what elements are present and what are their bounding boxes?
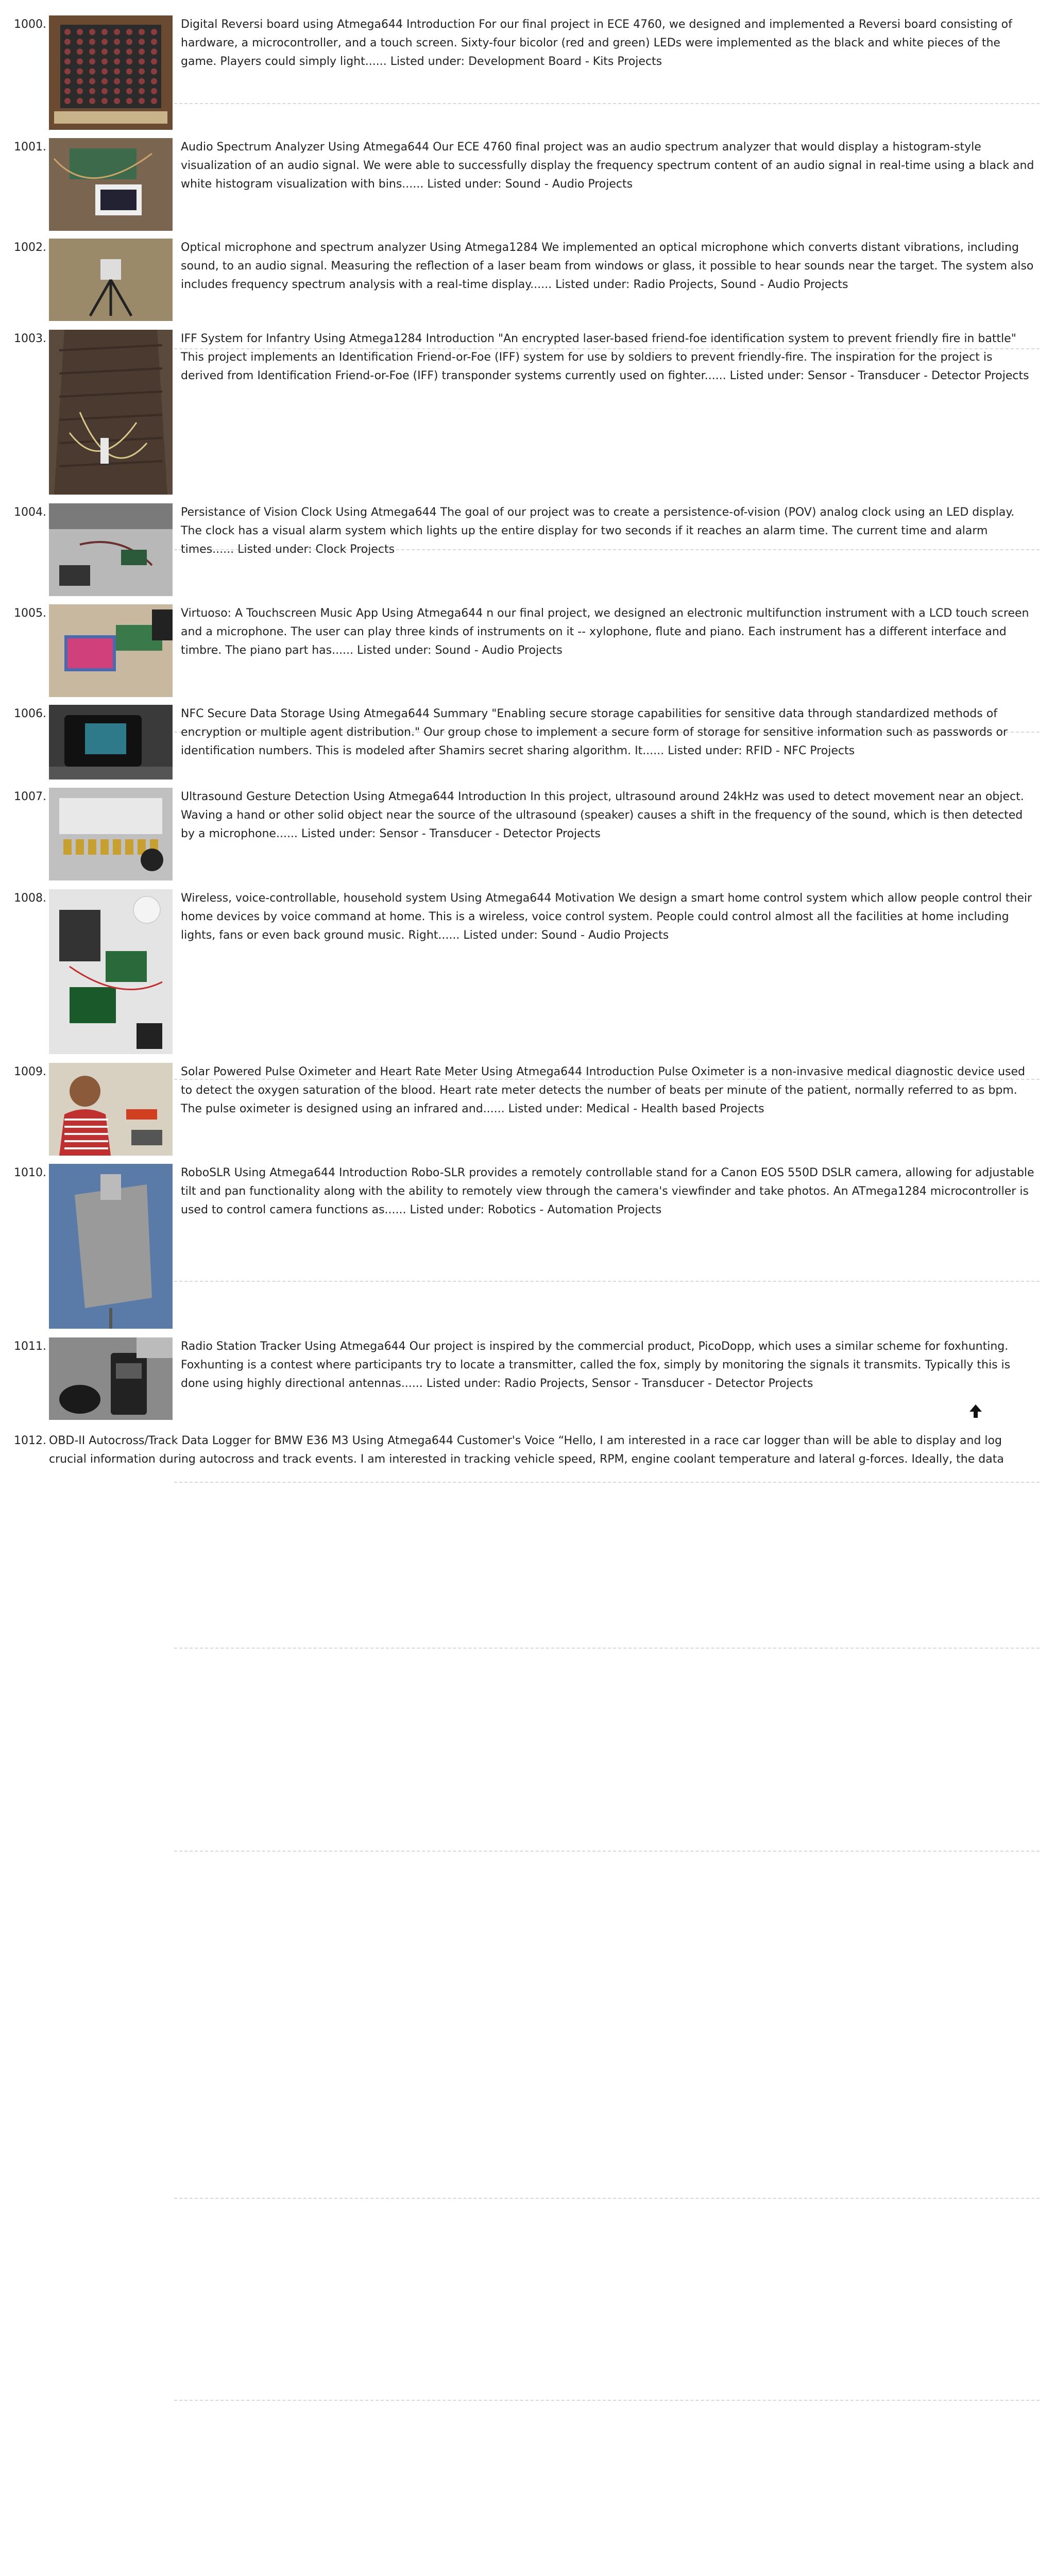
item-divider: [174, 103, 1040, 104]
project-title-link[interactable]: Wireless, voice-controllable, household system Using Atmega644: [181, 892, 552, 905]
project-description: [181, 138, 1037, 194]
item-number: 1010.: [14, 1166, 46, 1179]
project-thumbnail[interactable]: [49, 1063, 173, 1156]
project-category-link[interactable]: Radio Projects, Sound - Audio Projects: [633, 278, 848, 291]
project-title-link[interactable]: NFC Secure Data Storage Using Atmega644: [181, 707, 430, 720]
project-thumbnail[interactable]: [49, 1337, 173, 1420]
item-number: 1012.: [14, 1434, 46, 1447]
project-description: [49, 1432, 1038, 1469]
project-thumbnail[interactable]: [49, 138, 173, 231]
arrow-up-icon: [968, 1403, 983, 1419]
item-number: 1002.: [14, 241, 46, 254]
project-description: [181, 1164, 1037, 1219]
project-title-link[interactable]: Solar Powered Pulse Oximeter and Heart Rate Meter Using Atmega644: [181, 1065, 583, 1078]
item-number: 1003.: [14, 332, 46, 345]
project-thumbnail[interactable]: [49, 604, 173, 697]
project-thumbnail[interactable]: [49, 705, 173, 779]
project-category-link[interactable]: Clock Projects: [315, 543, 395, 556]
project-description: [181, 503, 1037, 559]
project-title-link[interactable]: Persistance of Vision Clock Using Atmega644: [181, 506, 437, 519]
project-summary: Introduction Pulse Oximeter is a non-invasive medical diagnostic device used to detect the oxygen saturation of the blood. Heart rate meter detects the number of beats per minute of the patient, normally referred to as bpm. The pulse oximeter is designed using an infrared and...... Listed under:: [181, 1065, 1026, 1115]
project-summary: Introduction In this project, ultrasound around 24kHz was used to detect movement near an object. Waving a hand or other solid object near the source of the ultrasound (speaker) causes a shift in the frequency of the sound, which is then detected by a microphone...... Listed under:: [181, 790, 1024, 840]
project-thumbnail[interactable]: [49, 330, 173, 495]
project-title-link[interactable]: IFF System for Infantry Using Atmega1284: [181, 332, 422, 345]
item-divider: [174, 2400, 1040, 2401]
project-category-link[interactable]: Sound - Audio Projects: [505, 178, 633, 191]
project-thumbnail[interactable]: [49, 503, 173, 596]
project-description: [181, 1063, 1037, 1118]
project-summary: The goal of our project was to create a persistence-of-vision (POV) analog clock using an LED display. The clock has a visual alarm system which lights up the entire display for two seconds if it reaches an alarm time. The current time and alarm times...... Listed under:: [181, 506, 1015, 556]
project-summary: Introduction "An encrypted laser-based friend-foe identification system to prevent friendly fire in battle" This project implements an Identification Friend-or-Foe (IFF) system for use by soldiers to prevent friendly-fire. The inspiration for the project is derived from Identification Friend-or-Foe (IFF) transponder systems currently used on fighter...... Listed under:: [181, 332, 1016, 382]
project-summary: We implemented an optical microphone which converts distant vibrations, including sound, to an audio signal. Measuring the reflection of a laser beam from windows or glass, it possible to hear sounds near the target. The system also includes frequency spectrum analysis with a real-time display...... Listed under:: [181, 241, 1034, 291]
project-category-link[interactable]: Sensor - Transducer - Detector Projects: [379, 827, 601, 840]
item-number: 1008.: [14, 892, 46, 905]
project-category-link[interactable]: Medical - Health based Projects: [586, 1103, 764, 1115]
project-description: [181, 705, 1037, 760]
item-number: 1005.: [14, 607, 46, 620]
project-title-link[interactable]: RoboSLR Using Atmega644: [181, 1166, 335, 1179]
item-number: 1000.: [14, 18, 46, 31]
item-divider: [174, 1851, 1040, 1852]
project-category-link[interactable]: Sound - Audio Projects: [435, 644, 563, 657]
project-category-link[interactable]: RFID - NFC Projects: [745, 744, 855, 757]
project-summary: Our project is inspired by the commercial product, PicoDopp, which uses a similar scheme for foxhunting. Foxhunting is a contest where participants try to locate a transmitter, called the fox, simply by monitoring the signals it transmits. Typically this is done using highly directional antennas...... Listed under:: [181, 1340, 1011, 1390]
project-category-link[interactable]: Robotics - Automation Projects: [487, 1204, 662, 1216]
project-category-link[interactable]: Sound - Audio Projects: [541, 929, 669, 942]
project-category-link[interactable]: Radio Projects, Sensor - Transducer - Detector Projects: [504, 1377, 813, 1390]
item-divider: [174, 1281, 1040, 1282]
project-title-link[interactable]: Optical microphone and spectrum analyzer Using Atmega1284: [181, 241, 538, 254]
item-number: 1006.: [14, 707, 46, 720]
project-summary: Summary "Enabling secure storage capabilities for sensitive data through standardized methods of encryption or multiple agent distribution." Our group chose to implement a secure form of storage for sensitive information such as passwords or identification numbers. This is modeled after Shamirs secret sharing algorithm. It...... Listed under:: [181, 707, 1008, 757]
project-title-link[interactable]: Radio Station Tracker Using Atmega644: [181, 1340, 406, 1353]
project-description: [181, 889, 1037, 945]
project-title-link[interactable]: Virtuoso: A Touchscreen Music App Using Atmega644: [181, 607, 483, 620]
item-number: 1011.: [14, 1340, 46, 1353]
item-number: 1009.: [14, 1065, 46, 1078]
item-divider: [174, 2198, 1040, 2199]
project-description: [181, 604, 1037, 660]
project-description: [181, 788, 1037, 843]
project-thumbnail[interactable]: [49, 788, 173, 880]
project-thumbnail[interactable]: [49, 239, 173, 321]
item-divider: [174, 1482, 1040, 1483]
project-summary: Motivation We design a smart home control system which allow people control their home devices by voice command at home. This is a wireless, voice control system. People could control almost all the facilities at home including lights, fans or even back ground music. Right...... Listed under:: [181, 892, 1032, 942]
project-summary: Our ECE 4760 final project was an audio spectrum analyzer that would display a histogram-style visualization of an audio signal. We were able to successfully display the frequency spectrum content of an audio signal in real-time using a black and white histogram visualization with bins...... Listed under:: [181, 141, 1034, 191]
item-divider: [174, 1648, 1040, 1649]
project-description: [181, 239, 1037, 294]
item-number: 1007.: [14, 790, 46, 803]
item-number: 1001.: [14, 141, 46, 154]
project-thumbnail[interactable]: [49, 15, 173, 130]
project-title-link[interactable]: Digital Reversi board using Atmega644: [181, 18, 403, 31]
project-description: [181, 15, 1037, 71]
project-category-link[interactable]: Sensor - Transducer - Detector Projects: [808, 369, 1029, 382]
project-description: [181, 330, 1037, 385]
project-summary: Introduction For our final project in ECE 4760, we designed and implemented a Reversi board consisting of hardware, a microcontroller, and a touch screen. Sixty-four bicolor (red and green) LEDs were implemented as the black and white pieces of the game. Players could simply light...... Listed under:: [181, 18, 1012, 68]
project-summary: Customer's Voice “Hello, I am interested in a race car logger than will be able to display and log crucial information during autocross and track events. I am interested in tracking vehicle speed, RPM, engine coolant temperature and lateral g-forces. Ideally, the data: [49, 1434, 1004, 1466]
project-summary: n our final project, we designed an electronic multifunction instrument with a LCD touch screen and a microphone. The user can play three kinds of instruments on it -- xylophone, flute and piano. Each instrument has a different interface and timbre. The piano part has...... Listed under:: [181, 607, 1029, 657]
project-title-link[interactable]: Audio Spectrum Analyzer Using Atmega644: [181, 141, 430, 154]
project-description: [181, 1337, 1037, 1393]
project-thumbnail[interactable]: [49, 1164, 173, 1329]
scroll-to-top-button[interactable]: [968, 1403, 983, 1419]
item-number: 1004.: [14, 506, 46, 519]
project-title-link[interactable]: Ultrasound Gesture Detection Using Atmega644: [181, 790, 454, 803]
project-summary: Introduction Robo-SLR provides a remotely controllable stand for a Canon EOS 550D DSLR camera, allowing for adjustable tilt and pan functionality along with the ability to remotely view through the camera's viewfinder and take photos. An ATmega1284 microcontroller is used to control camera functions as...... Listed under:: [181, 1166, 1034, 1216]
project-thumbnail[interactable]: [49, 889, 173, 1054]
project-category-link[interactable]: Development Board - Kits Projects: [468, 55, 662, 68]
project-title-link[interactable]: OBD-II Autocross/Track Data Logger for BMW E36 M3 Using Atmega644: [49, 1434, 453, 1447]
